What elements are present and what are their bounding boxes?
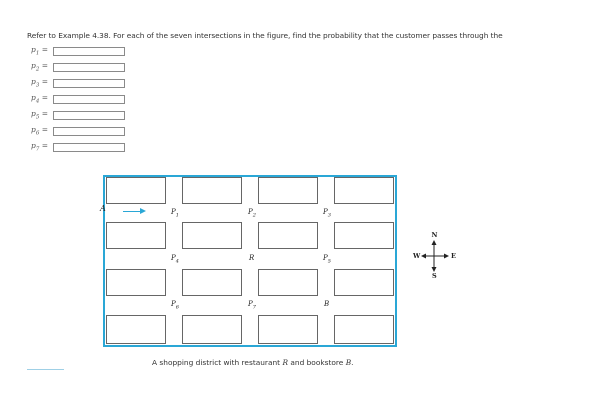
intersection-p7: $P_7$ [248, 300, 256, 311]
answer-row-p4 [31, 93, 125, 105]
start-point-a: A [100, 204, 106, 213]
figure-caption: A shopping district with restaurant R and bookstore B. [152, 358, 354, 367]
city-block [258, 222, 318, 249]
answer-row-p3 [31, 77, 125, 89]
answer-row-p1 [31, 45, 125, 57]
answer-input-p3[interactable] [53, 79, 125, 88]
compass-north: N [431, 231, 438, 239]
intersection-p2: $P_2$ [248, 208, 256, 219]
compass-east: E [451, 252, 456, 260]
answer-label-p4: $p_4$ = [31, 93, 48, 105]
answer-label-p6: $p_6$ = [31, 125, 48, 137]
city-block [106, 269, 166, 296]
intersection-p6: $P_6$ [171, 300, 179, 311]
city-block [182, 269, 242, 296]
answer-input-p2[interactable] [53, 63, 125, 72]
intersection-p3: $P_3$ [323, 208, 331, 219]
city-block [182, 222, 242, 249]
city-block [106, 177, 166, 204]
city-block [182, 177, 242, 204]
city-block [258, 177, 318, 204]
city-block [182, 315, 242, 344]
answer-label-p7: $p_7$ = [31, 141, 48, 153]
answer-input-p7[interactable] [53, 143, 125, 152]
answer-label-p1: $p_1$ = [31, 45, 48, 57]
city-block [106, 315, 166, 344]
answer-input-p6[interactable] [53, 127, 125, 136]
answer-label-p5: $p_5$ = [31, 109, 48, 121]
city-block [258, 315, 318, 344]
divider-line [27, 369, 64, 370]
compass-south: S [432, 272, 437, 280]
start-arrow [123, 211, 141, 212]
city-block [334, 222, 394, 249]
answer-input-p5[interactable] [53, 111, 125, 120]
intersection-p1: $P_1$ [171, 208, 179, 219]
answer-row-p7 [31, 141, 125, 153]
question-text: Refer to Example 4.38. For each of the seven intersections in the figure, find the probability that the customer passes through the [27, 31, 503, 40]
compass-west: W [413, 252, 421, 260]
start-arrow-head [140, 208, 146, 214]
restaurant-r: R [249, 254, 255, 262]
answer-row-p2 [31, 61, 125, 73]
answer-input-p1[interactable] [53, 47, 125, 56]
city-block [106, 222, 166, 249]
intersection-p4: $P_4$ [171, 254, 179, 265]
city-block [334, 177, 394, 204]
bookstore-b: B [324, 300, 330, 308]
answer-label-p2: $p_2$ = [31, 61, 48, 73]
city-block [334, 269, 394, 296]
city-block [334, 315, 394, 344]
compass-rose [410, 230, 460, 280]
street-grid-figure [100, 172, 402, 350]
answer-row-p6 [31, 125, 125, 137]
answer-row-p5 [31, 109, 125, 121]
answer-input-p4[interactable] [53, 95, 125, 104]
answer-label-p3: $p_3$ = [31, 77, 48, 89]
city-block [258, 269, 318, 296]
intersection-p5: $P_5$ [323, 254, 331, 265]
